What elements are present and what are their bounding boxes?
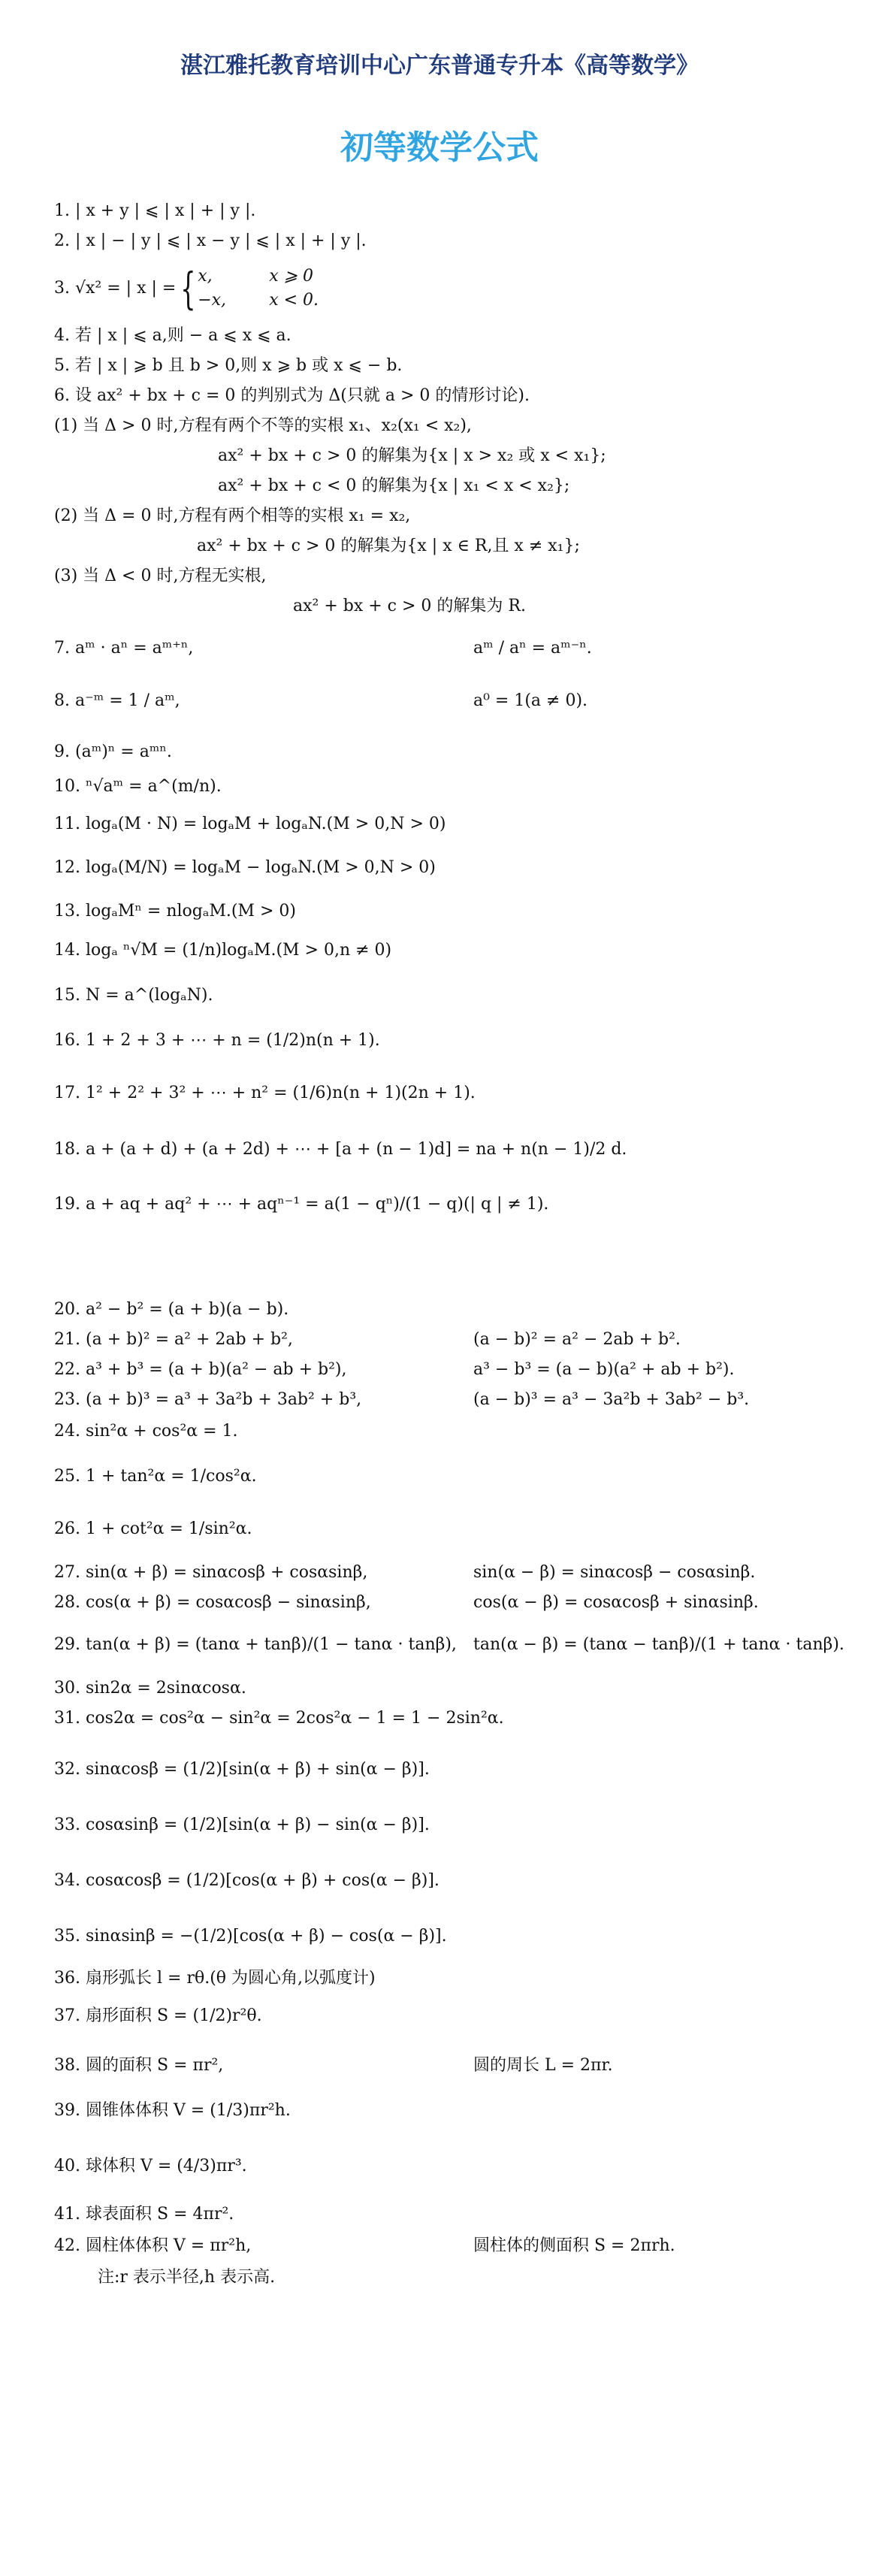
formula-8: 8. a⁻ᵐ = 1 / aᵐ, xyxy=(54,691,180,710)
formula-1: 1. | x + y | ⩽ | x | + | y |. xyxy=(54,201,256,220)
formula-30: 30. sin2α = 2sinαcosα. xyxy=(54,1679,246,1698)
formula-23-right: (a − b)³ = a³ − 3a²b + 3ab² − b³. xyxy=(473,1390,750,1409)
formula-6-case-1-gt: ax² + bx + c > 0 的解集为{x | x > x₂ 或 x < x₁}; xyxy=(218,446,606,465)
formula-5: 5. 若 | x | ⩾ b 且 b > 0,则 x ⩾ b 或 x ⩽ − b. xyxy=(54,356,403,375)
formula-24: 24. sin²α + cos²α = 1. xyxy=(54,1422,238,1441)
formula-37: 37. 扇形面积 S = (1/2)r²θ. xyxy=(54,2006,262,2025)
formula-25: 25. 1 + tan²α = 1/cos²α. xyxy=(54,1467,257,1486)
formula-10: 10. ⁿ√aᵐ = a^(m/n). xyxy=(54,777,222,796)
formula-39: 39. 圆锥体体积 V = (1/3)πr²h. xyxy=(54,2101,291,2120)
formula-9: 9. (aᵐ)ⁿ = aᵐⁿ. xyxy=(54,742,172,761)
formula-18: 18. a + (a + d) + (a + 2d) + ⋯ + [a + (n − 1)d] = na + n(n − 1)/2 d. xyxy=(54,1140,627,1159)
formula-11: 11. logₐ(M · N) = logₐM + logₐN.(M > 0,N > 0) xyxy=(54,815,446,833)
formula-13: 13. logₐMⁿ = nlogₐM.(M > 0) xyxy=(54,902,296,921)
formula-7-right: aᵐ / aⁿ = aᵐ⁻ⁿ. xyxy=(473,639,592,658)
formula-22: 22. a³ + b³ = (a + b)(a² − ab + b²), xyxy=(54,1360,347,1379)
formula-26: 26. 1 + cot²α = 1/sin²α. xyxy=(54,1519,252,1538)
formula-28-right: cos(α − β) = cosαcosβ + sinαsinβ. xyxy=(473,1593,759,1612)
formula-6-case-3-gt: ax² + bx + c > 0 的解集为 R. xyxy=(293,597,526,615)
formula-15: 15. N = a^(logₐN). xyxy=(54,986,213,1005)
formula-6: 6. 设 ax² + bx + c = 0 的判别式为 Δ(只就 a > 0 的情形讨论). xyxy=(54,386,530,405)
formula-40: 40. 球体积 V = (4/3)πr³. xyxy=(54,2157,247,2175)
institution-header: 湛江雅托教育培训中心广东普通专升本《高等数学》 xyxy=(180,53,699,79)
formula-6-case-3: (3) 当 Δ < 0 时,方程无实根, xyxy=(54,567,267,585)
formula-22-right: a³ − b³ = (a − b)(a² + ab + b²). xyxy=(473,1360,735,1379)
page-title: 初等数学公式 xyxy=(340,128,539,167)
formula-7: 7. aᵐ · aⁿ = aᵐ⁺ⁿ, xyxy=(54,639,194,658)
formula-21: 21. (a + b)² = a² + 2ab + b², xyxy=(54,1330,293,1349)
formula-28: 28. cos(α + β) = cosαcosβ − sinαsinβ, xyxy=(54,1593,371,1612)
formula-35: 35. sinαsinβ = −(1/2)[cos(α + β) − cos(α − β)]. xyxy=(54,1927,447,1946)
formula-6-case-1: (1) 当 Δ > 0 时,方程有两个不等的实根 x₁、x₂(x₁ < x₂), xyxy=(54,416,472,435)
formula-34: 34. cosαcosβ = (1/2)[cos(α + β) + cos(α − β)]. xyxy=(54,1871,440,1890)
formula-33: 33. cosαsinβ = (1/2)[sin(α + β) − sin(α − β)]. xyxy=(54,1816,430,1834)
formula-8-right: a⁰ = 1(a ≠ 0). xyxy=(473,691,588,710)
formula-19: 19. a + aq + aq² + ⋯ + aqⁿ⁻¹ = a(1 − qⁿ)/(1 − q)(| q | ≠ 1). xyxy=(54,1195,549,1214)
formula-14: 14. logₐ ⁿ√M = (1/n)logₐM.(M > 0,n ≠ 0) xyxy=(54,941,392,960)
formula-16: 16. 1 + 2 + 3 + ⋯ + n = (1/2)n(n + 1). xyxy=(54,1031,380,1050)
formula-6-case-2: (2) 当 Δ = 0 时,方程有两个相等的实根 x₁ = x₂, xyxy=(54,506,411,525)
formula-29: 29. tan(α + β) = (tanα + tanβ)/(1 − tanα · tanβ), xyxy=(54,1635,457,1654)
formula-17: 17. 1² + 2² + 3² + ⋯ + n² = (1/6)n(n + 1)(2n + 1). xyxy=(54,1084,476,1102)
formula-41: 41. 球表面积 S = 4πr². xyxy=(54,2205,234,2224)
formula-42-right: 圆柱体的侧面积 S = 2πrh. xyxy=(473,2236,675,2255)
formula-6-case-1-lt: ax² + bx + c < 0 的解集为{x | x₁ < x < x₂}; xyxy=(218,476,570,495)
formula-2: 2. | x | − | y | ⩽ | x − y | ⩽ | x | + | y |. xyxy=(54,231,367,250)
formula-27-right: sin(α − β) = sinαcosβ − cosαsinβ. xyxy=(473,1563,756,1582)
formula-23: 23. (a + b)³ = a³ + 3a²b + 3ab² + b³, xyxy=(54,1390,362,1409)
formula-38-right: 圆的周长 L = 2πr. xyxy=(473,2056,613,2075)
formula-21-right: (a − b)² = a² − 2ab + b². xyxy=(473,1330,681,1349)
formula-6-case-2-gt: ax² + bx + c > 0 的解集为{x | x ∈ R,且 x ≠ x₁}; xyxy=(197,537,580,555)
formula-12: 12. logₐ(M/N) = logₐM − logₐN.(M > 0,N > 0) xyxy=(54,858,436,877)
formula-32: 32. sinαcosβ = (1/2)[sin(α + β) + sin(α − β)]. xyxy=(54,1760,430,1779)
formula-27: 27. sin(α + β) = sinαcosβ + cosαsinβ, xyxy=(54,1563,368,1582)
formula-4: 4. 若 | x | ⩽ a,则 − a ⩽ x ⩽ a. xyxy=(54,326,291,345)
formula-29-right: tan(α − β) = (tanα − tanβ)/(1 + tanα · tanβ). xyxy=(473,1635,844,1654)
formula-3: 3. √x² = | x | = { x, x ⩾ 0 −x, x < 0. xyxy=(54,263,319,314)
formula-36: 36. 扇形弧长 l = rθ.(θ 为圆心角,以弧度计) xyxy=(54,1969,376,1988)
formula-31: 31. cos2α = cos²α − sin²α = 2cos²α − 1 = 1 − 2sin²α. xyxy=(54,1709,504,1728)
formula-20: 20. a² − b² = (a + b)(a − b). xyxy=(54,1300,289,1319)
footnote: 注:r 表示半径,h 表示高. xyxy=(98,2268,276,2287)
formula-38: 38. 圆的面积 S = πr², xyxy=(54,2056,224,2075)
formula-42: 42. 圆柱体体积 V = πr²h, xyxy=(54,2236,252,2255)
